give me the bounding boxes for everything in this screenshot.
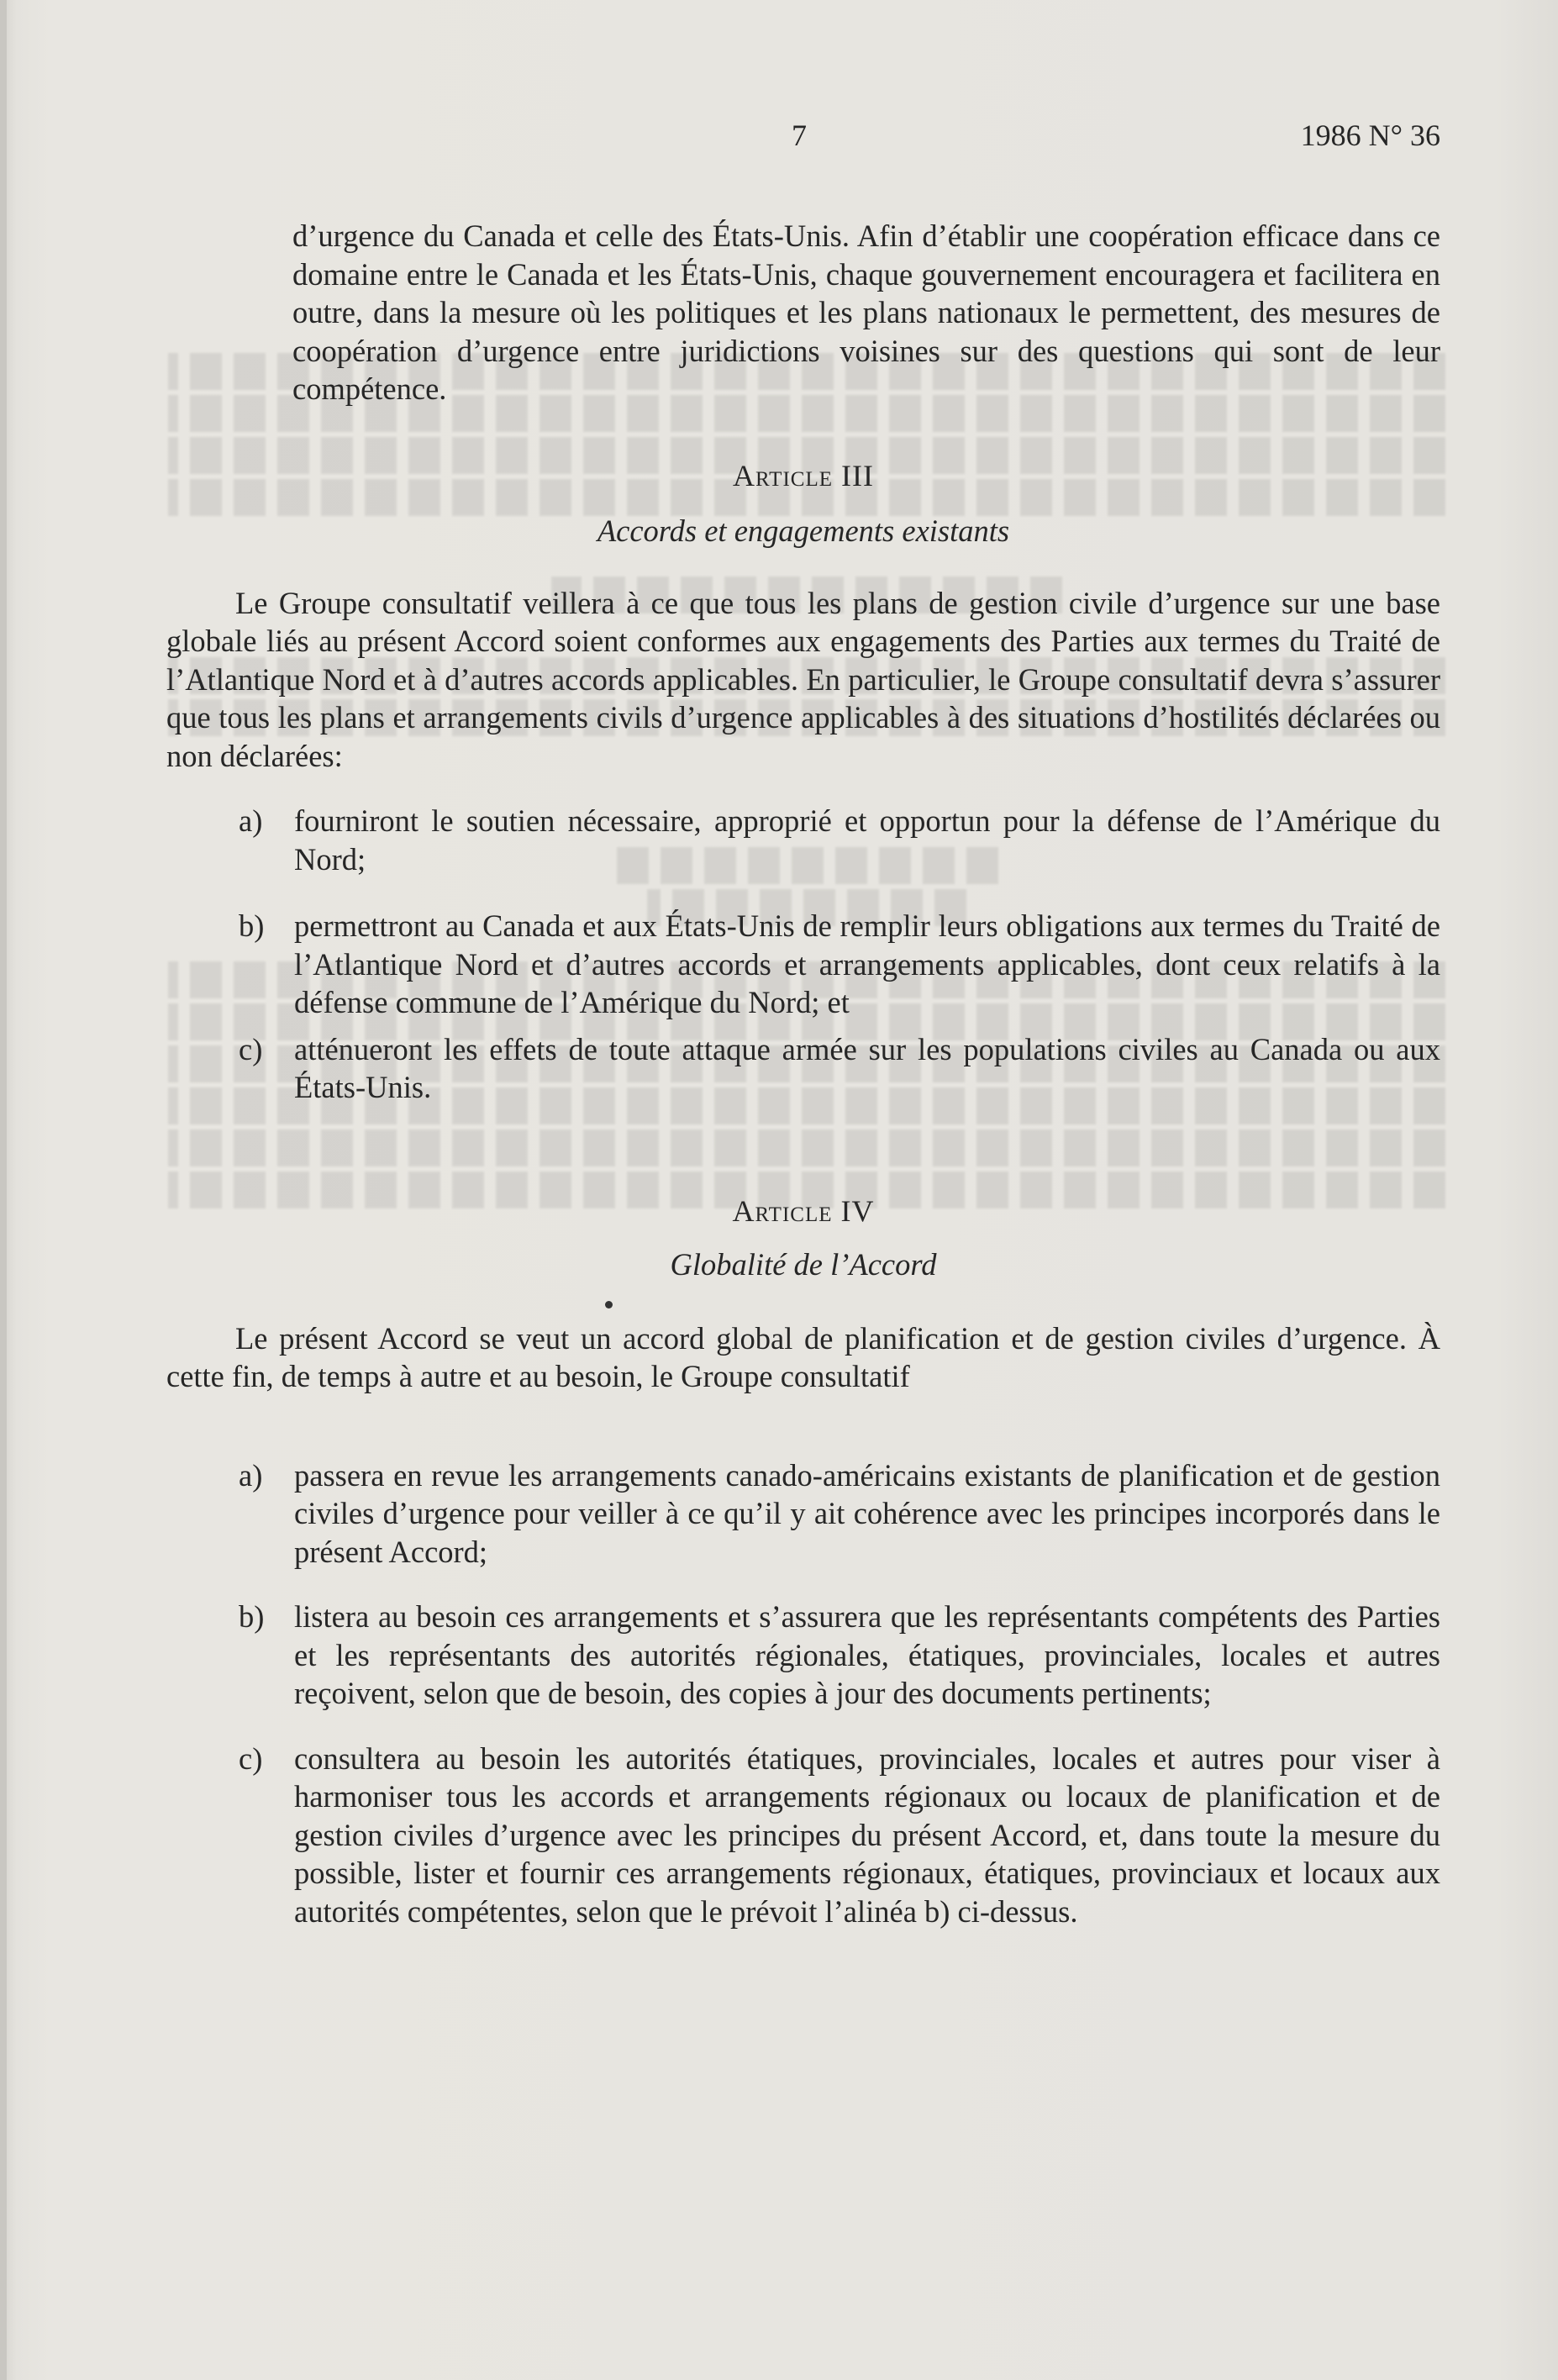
article-3-item-b [166, 907, 1440, 1022]
item-label: b) [239, 1599, 265, 1634]
intro-paragraph [166, 217, 1440, 408]
article-3-paragraph: Le Groupe consultatif veillera à ce que tous les plans de gestion civile d’urgence sur une base globale liés au présent Accord soient conformes aux engagements des Parties aux termes du Traité de l’Atlantique Nord et à d’autres accords applicables. En particulier, le Groupe consultatif devra s’assurer que tous les plans et arrangements civils d’urgence applicables à des situations d’hostilités déclarées ou non déclarées: [166, 585, 1440, 773]
page-spine-shadow [0, 0, 7, 2380]
treaty-year-number: 1986 N° 36 [1300, 118, 1440, 152]
item-label: b) [239, 908, 265, 943]
intro-text: d’urgence du Canada et celle des États-Unis. Afin d’établir une coopération efficace dans ce domaine entre le Canada et les États-Unis, chaque gouvernement encouragera et facilitera en outre, dans la mesure où les politiques et les plans nationaux le permettent, des mesures de coopération d’urgence entre juridictions voisines sur des questions qui sont de leur compétence. [292, 219, 1440, 406]
document-body [166, 217, 1440, 1930]
article-4-item-a [166, 1456, 1440, 1572]
ink-dot-mark [605, 1301, 613, 1308]
item-text: listera au besoin ces arrangements et s’assurera que les représentants compétents des Parties et les représentants des autorités régionales, étatiques, provinciales, locales et autres reçoivent, selon que de besoin, des copies à jour des documents pertinents; [294, 1599, 1440, 1710]
item-text: consultera au besoin les autorités étatiques, provinciales, locales et autres pour viser à harmoniser tous les accords et arrangements régionaux ou locaux de planification et de gestion civiles d’urgence avec les principes du présent Accord, et, dans toute la mesure du possible, lister et fournir ces arrangements régionaux, étatiques, provinciaux et locaux aux autorités compétentes, selon que le prévoit l’alinéa b) ci-dessus. [294, 1740, 1440, 1929]
item-label: c) [239, 1740, 263, 1776]
article-4-paragraph: Le présent Accord se veut un accord global de planification et de gestion civiles d’urgence. À cette fin, de temps à autre et au besoin, le Groupe consultatif [166, 1320, 1440, 1393]
page-header [0, 118, 1558, 158]
item-text: permettront au Canada et aux États-Unis de remplir leurs obligations aux termes du Traité de l’Atlantique Nord et d’autres accords et arrangements applicables, dont ceux relatifs à la défense commune de l’Amérique du Nord; et [294, 908, 1440, 1019]
article-4-item-c [166, 1740, 1440, 1931]
article-3-item-c [166, 1030, 1440, 1107]
article-3-title: Article III [733, 458, 874, 492]
item-label: c) [239, 1031, 263, 1066]
item-text: passera en revue les arrangements canado-américains existants de planification et de gestion civiles d’urgence pour veiller à ce qu’il y ait cohérence avec les principes incorporés dans le présent Accord; [294, 1457, 1440, 1569]
item-text: atténueront les effets de toute attaque armée sur les populations civiles au Canada ou aux États-Unis. [294, 1031, 1440, 1104]
item-label: a) [239, 1457, 263, 1493]
article-3-subtitle: Accords et engagements existants [597, 513, 1010, 548]
item-text: fourniront le soutien nécessaire, approprié et opportun pour la défense de l’Amérique du Nord; [294, 803, 1440, 877]
item-label: a) [239, 803, 263, 838]
article-4-item-b [166, 1598, 1440, 1713]
article-4-title: Article IV [732, 1193, 875, 1228]
article-3-item-a [166, 802, 1440, 878]
article-4-subtitle: Globalité de l’Accord [670, 1247, 937, 1282]
page-number: 7 [792, 118, 807, 152]
